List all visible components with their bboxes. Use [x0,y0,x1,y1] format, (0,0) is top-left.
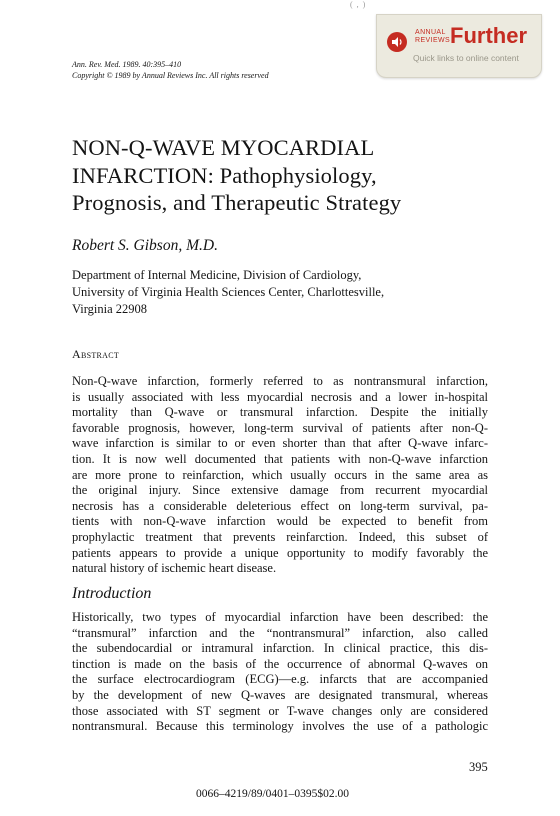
intro-line: nontransmural. Because this terminology involves the use of a pathologic [72,719,488,734]
abstract-line: is usually associated with less myocardial necrosis and a lower in-hospital [72,389,488,404]
copyright-line: Copyright © 1989 by Annual Reviews Inc. All rights reserved [72,71,269,80]
introduction-heading: Introduction [72,585,152,602]
abstract-line: patients appears to provide a unique opportunity to modify favorably the [72,545,488,560]
abstract-line: tion. It is now well documented that patients with non-Q-wave infarction [72,451,488,466]
journal-line: Ann. Rev. Med. 1989. 40:395–410 [72,60,182,69]
abstract-line: mortality than Q-wave or transmural infarction. Despite the initially [72,405,488,420]
badge-line2: REVIEWS [415,37,451,44]
abstract-line: are more prone to reinfarction, which usually occurs in the same area as [72,467,488,482]
intro-line: tinction is made on the basis of the occurrence of abnormal Q-waves on [72,656,488,671]
affiliation-line: University of Virginia Health Sciences Center, Charlottesville, [72,285,385,299]
abstract-line: the original injury. Since extensive damage from recurrent myocardial [72,483,488,498]
intro-line: the surface electrocardiogram (ECG)—e.g. infarcts that are accompanied [72,672,488,687]
intro-line: “transmural” infarction and the “nontransmural” infarction, also called [72,625,488,640]
affiliation-line: Virginia 22908 [72,302,148,316]
intro-line: by the development of new Q-waves are designated transmural, whereas [72,687,488,702]
further-badge[interactable] [376,14,542,78]
abstract-line: favorable prognosis, however, long-term survival of patients after non-Q- [72,420,488,435]
abstract-heading: Abstract [72,347,120,361]
intro-line: those associated with ST segment or T-wave changes only are considered [72,703,488,718]
footer-code: 0066–4219/89/0401–0395$02.00 [196,788,350,800]
abstract-line: wave infarction is similar to or even shorter than that after Q-wave infarc- [72,436,488,451]
intro-line: Historically, two types of myocardial infarction have been described: the [72,610,488,624]
author-name: Robert S. Gibson, M.D. [72,237,218,254]
abstract-line: Non-Q-wave infarction, formerly referred to as nontransmural infarction, [72,374,488,388]
article-title [72,134,492,217]
abstract-body [72,374,488,577]
abstract-line: natural history of ischemic heart disease. [72,561,277,576]
page-number: 395 [469,760,488,774]
abstract-line: tients with non-Q-wave infarction would be expected to benefit from [72,514,488,529]
further-wordmark: Further [450,23,527,48]
speaker-icon [387,32,407,52]
affiliation-line: Department of Internal Medicine, Division of Cardiology, [72,268,362,282]
title-line: NON-Q-WAVE MYOCARDIAL [72,135,375,160]
badge-line1: ANNUAL [415,29,446,36]
top-page-mark: ( , ) [350,0,367,9]
quick-links-text[interactable]: Quick links to online content [413,53,519,63]
title-line: INFARCTION: Pathophysiology, [72,162,377,188]
journal-citation [72,59,269,81]
intro-line: the subendocardial or intramural infarction. In clinical practice, this dis- [72,641,488,656]
introduction-body [72,610,488,735]
author-affiliation [72,267,384,318]
abstract-line: necrosis has a considerable deleterious effect on long-term survival, pa- [72,498,488,513]
annual-reviews-logo-text [415,29,450,45]
abstract-line: prophylactic treatment that prevents reinfarction. Indeed, this subset of [72,529,488,544]
title-line: Prognosis, and Therapeutic Strategy [72,190,402,215]
